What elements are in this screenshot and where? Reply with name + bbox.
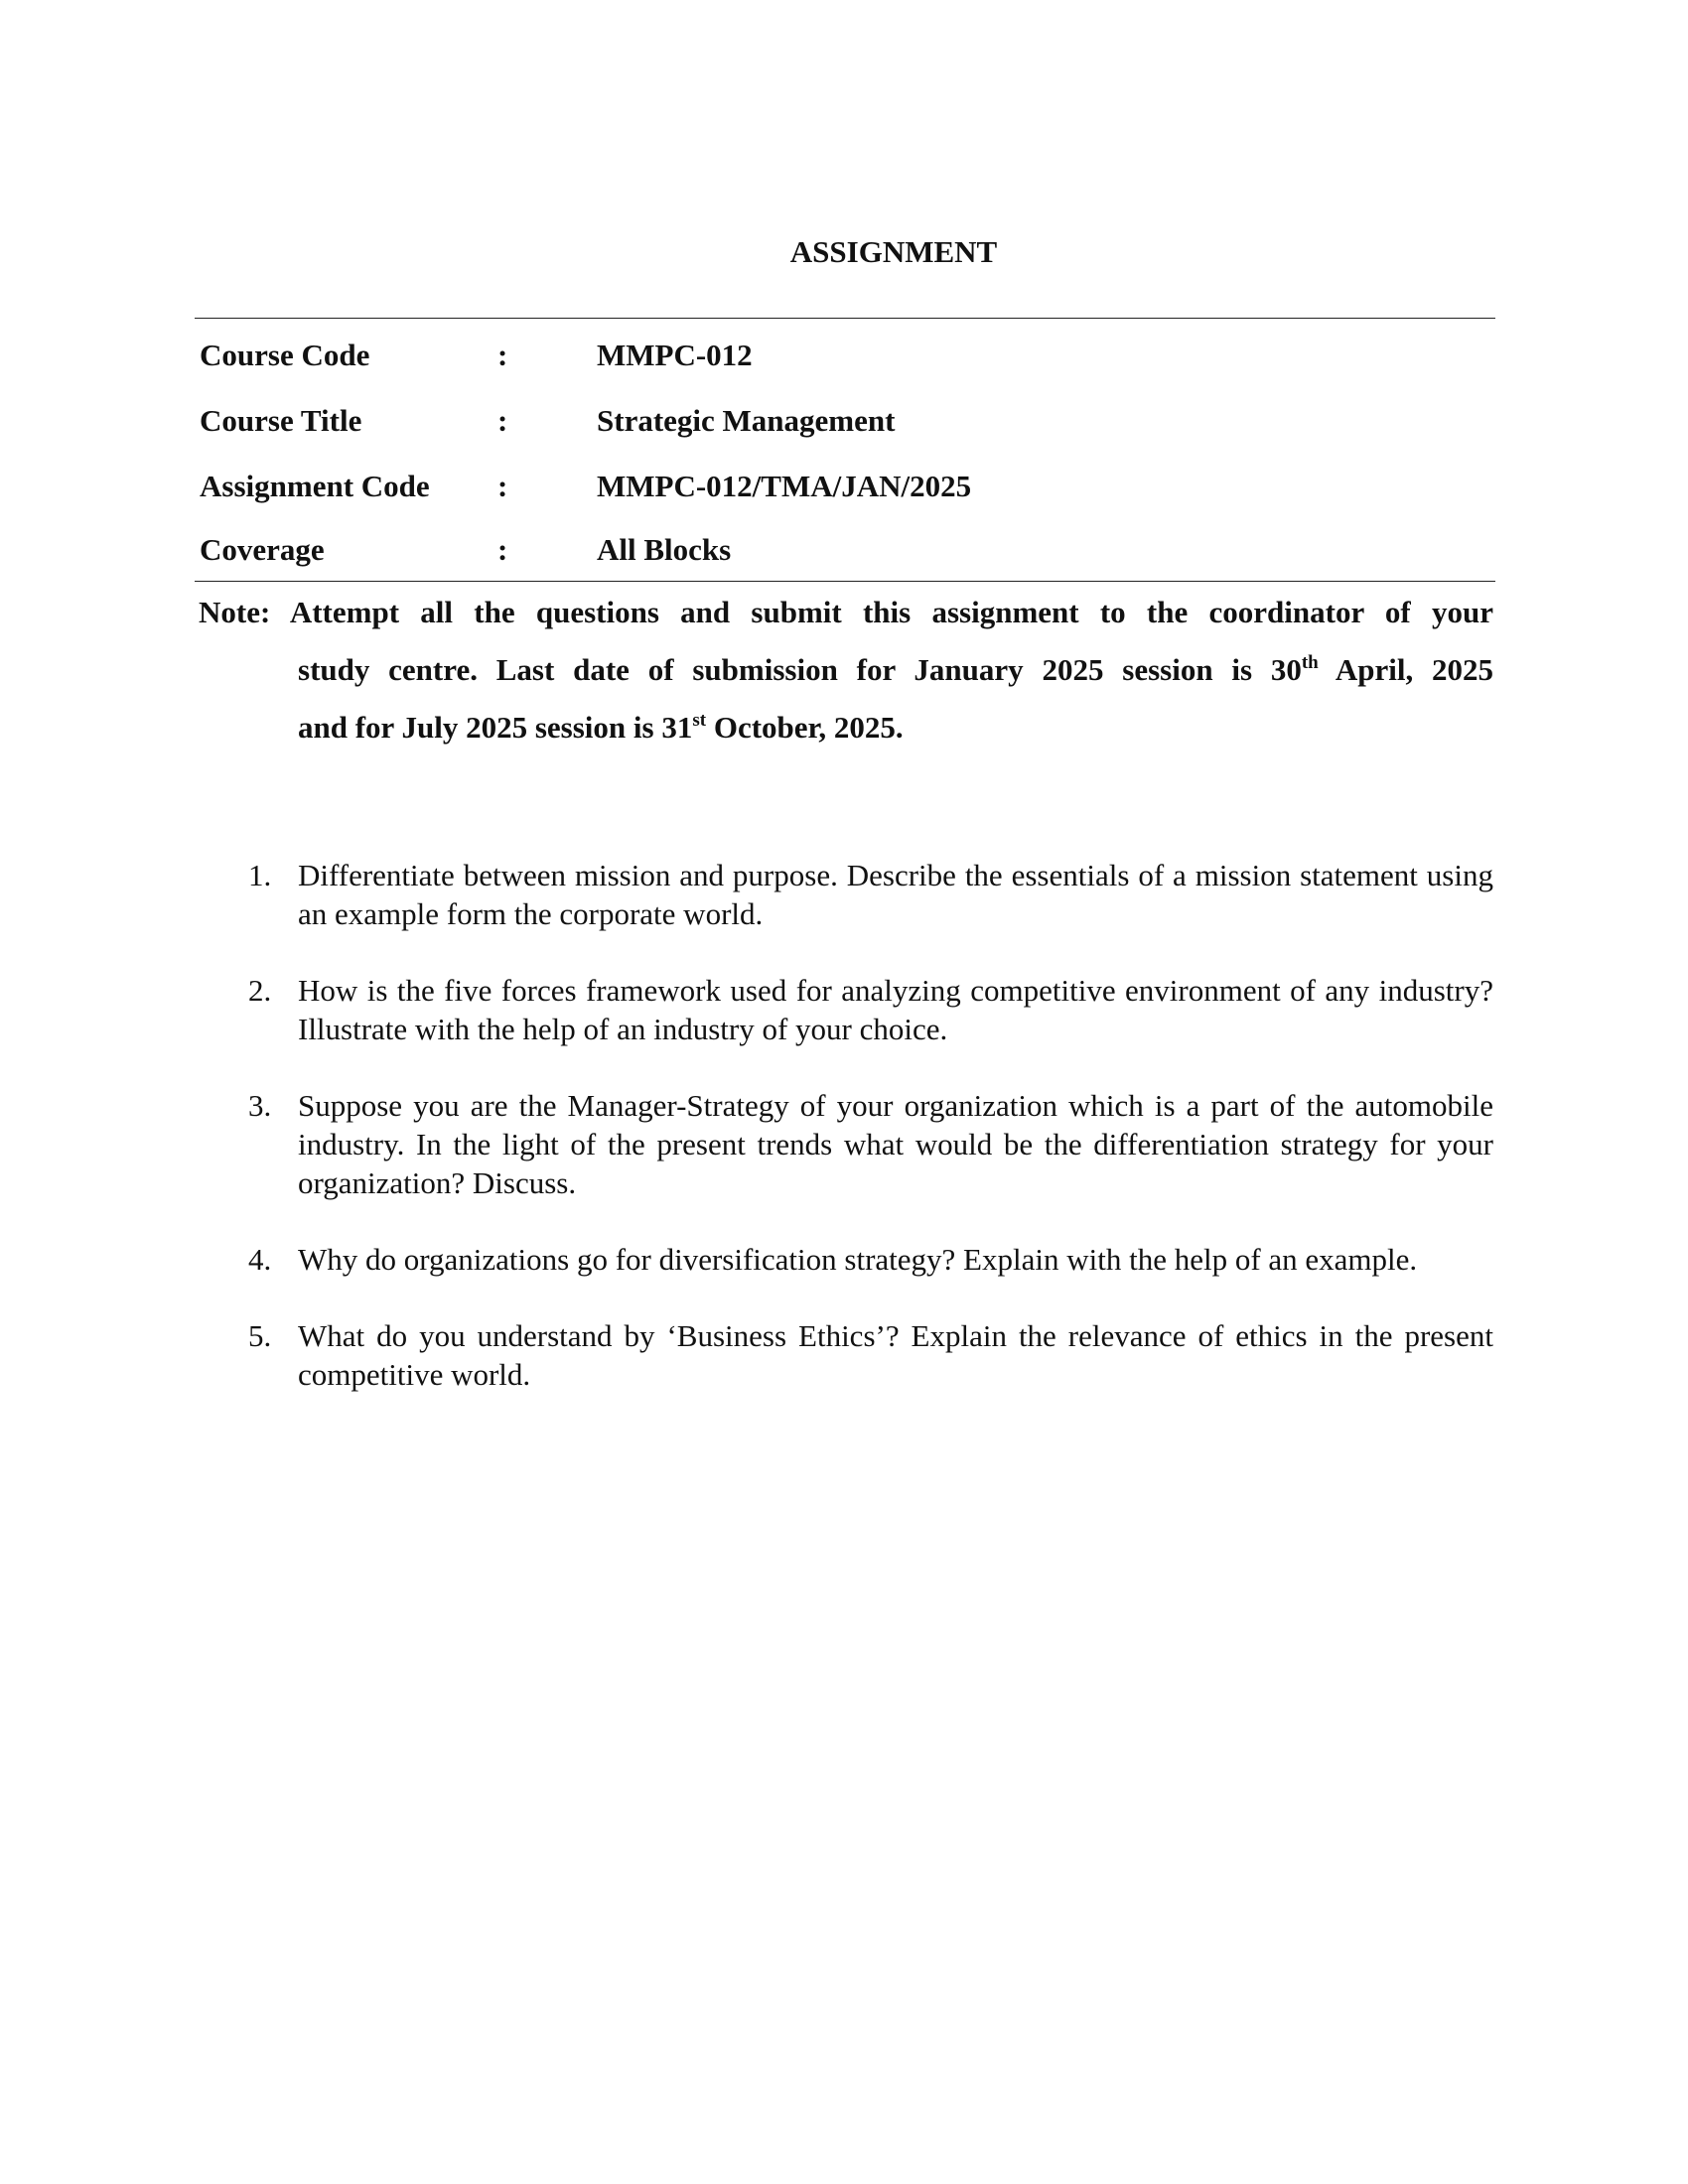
question-item [199, 1240, 1493, 1279]
note-line-3-tail: October, 2025. [706, 710, 904, 745]
coverage-colon: : [497, 532, 508, 567]
question-item [199, 856, 1493, 933]
coverage-value: All Blocks [597, 532, 732, 567]
question-text: What do you understand by ‘Business Ethics’? Explain the relevance of ethics in the present competitive world. [298, 1318, 1493, 1392]
question-text: Suppose you are the Manager-Strategy of your organization which is a part of the automobile industry. In the light of the present trends what would be the differentiation strategy for your organization? Discuss. [298, 1088, 1493, 1200]
course-code-row [195, 323, 1495, 388]
assignment-code-row [195, 454, 1495, 519]
course-code-label: Course Code [200, 338, 370, 372]
assignment-code-value: MMPC-012/TMA/JAN/2025 [597, 469, 972, 503]
assignment-code-label: Assignment Code [200, 469, 430, 503]
course-code-colon: : [497, 338, 508, 372]
course-title-row [195, 388, 1495, 454]
question-number: 3. [248, 1088, 272, 1123]
question-item [199, 1316, 1493, 1394]
coverage-row [195, 519, 1495, 581]
question-number: 1. [248, 858, 272, 892]
question-number: 5. [248, 1318, 272, 1353]
question-number: 2. [248, 973, 272, 1008]
course-title-value: Strategic Management [597, 403, 896, 438]
assignment-code-colon: : [497, 469, 508, 503]
page-title: ASSIGNMENT [789, 234, 998, 269]
note-line-2-text: study centre. Last date of submission for January 2025 session is 30 [298, 652, 1302, 687]
coverage-label: Coverage [200, 532, 325, 567]
note-line-3-superscript: st [692, 710, 707, 731]
question-text: Differentiate between mission and purpose. Describe the essentials of a mission statement using an example form the corporate world. [298, 858, 1493, 931]
note-line-2-superscript: th [1301, 652, 1319, 673]
note-line-3-text: and for July 2025 session is 31 [298, 710, 693, 745]
course-title-colon: : [497, 403, 508, 438]
question-text: How is the five forces framework used for analyzing competitive environment of any industry? Illustrate with the help of an industry of your choice. [298, 973, 1493, 1046]
note-line-2-tail: April, 2025 [1318, 652, 1493, 687]
note-line-3 [199, 699, 1493, 756]
course-info-table [195, 318, 1495, 582]
submission-note [199, 584, 1493, 756]
note-line-1: Note: Attempt all the questions and submit this assignment to the coordinator of your [199, 595, 1493, 629]
course-title-label: Course Title [200, 403, 362, 438]
note-line-2 [199, 641, 1493, 699]
question-text: Why do organizations go for diversification strategy? Explain with the help of an example. [298, 1242, 1418, 1277]
course-code-value: MMPC-012 [597, 338, 753, 372]
question-list [199, 856, 1493, 1432]
question-number: 4. [248, 1242, 272, 1277]
question-item [199, 971, 1493, 1048]
question-item [199, 1086, 1493, 1202]
